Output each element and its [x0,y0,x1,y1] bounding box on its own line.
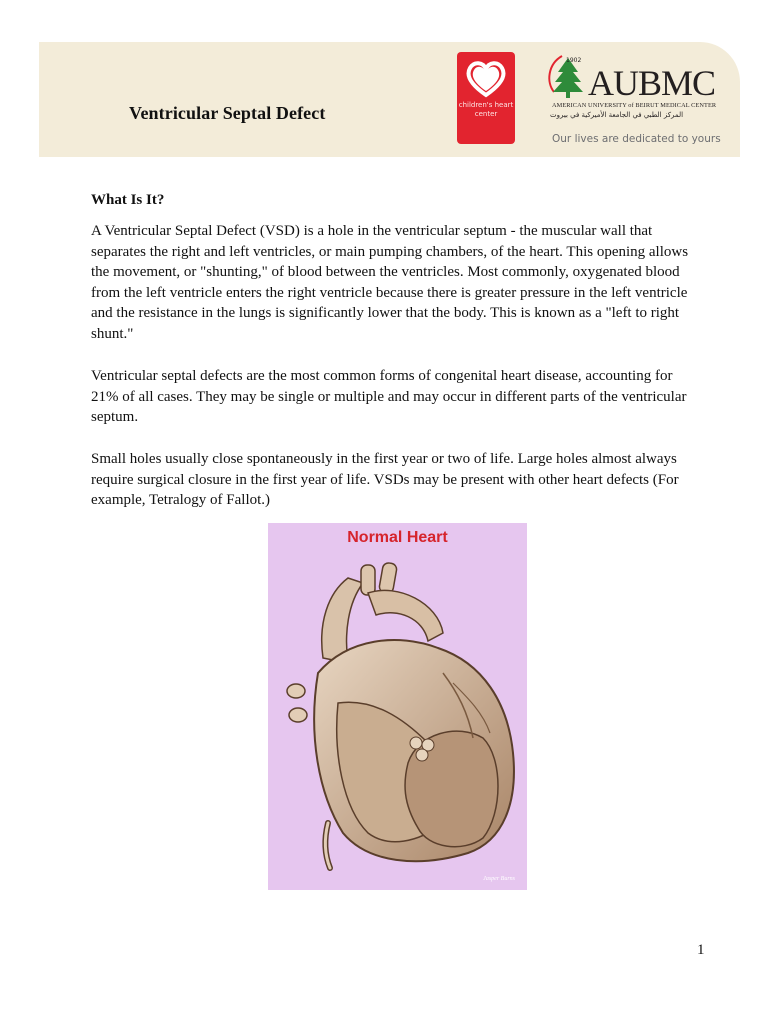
page-number: 1 [697,942,705,958]
figure-signature: Jasper Burns [483,876,515,882]
document-title: Ventricular Septal Defect [129,103,326,123]
heart-icon [466,60,506,98]
paragraph-treatment: Small holes usually close spontaneously in the first year or two of life. Large holes almost always require surgical closure in the first year of life. VSDs may be present with other heart defects (For example, Tetralogy of Fallot.) [91,451,679,509]
heart-illustration [268,523,527,890]
aubmc-logo [544,50,729,150]
childrens-heart-center-logo [457,52,515,144]
aubmc-tagline: Our lives are dedicated to yours [552,133,721,145]
paragraph-prevalence: Ventricular septal defects are the most common forms of congenital heart disease, accounting for 21% of all cases. They may be single or multiple and may occur in different parts of the ventricular septum. [91,368,687,426]
normal-heart-figure [268,523,527,890]
aubmc-year: 1902 [566,57,582,64]
aubmc-arabic-name: المركز الطبي في الجامعة الأميركية في بيروت [550,111,684,119]
childrens-logo-text: children's heart center [458,101,514,118]
aubmc-name: AUBMC [588,63,716,103]
section-heading: What Is It? [91,192,165,208]
figure-title: Normal Heart [347,529,448,546]
aubmc-subtitle: AMERICAN UNIVERSITY of BEIRUT MEDICAL CENTER [552,102,717,109]
paragraph-definition: A Ventricular Septal Defect (VSD) is a hole in the ventricular septum - the muscular wall that separates the right and left ventricles, or main pumping chambers, of the heart. This opening allows the movement, or "shunting," of blood between the ventricles. Most commonly, oxygenated blood from the left ventricle enters the right ventricle because there is greater pressure in the left ventricle and the resistance in the lungs is significantly lower that the body. This is known as a "left to right shunt." [91,223,689,342]
